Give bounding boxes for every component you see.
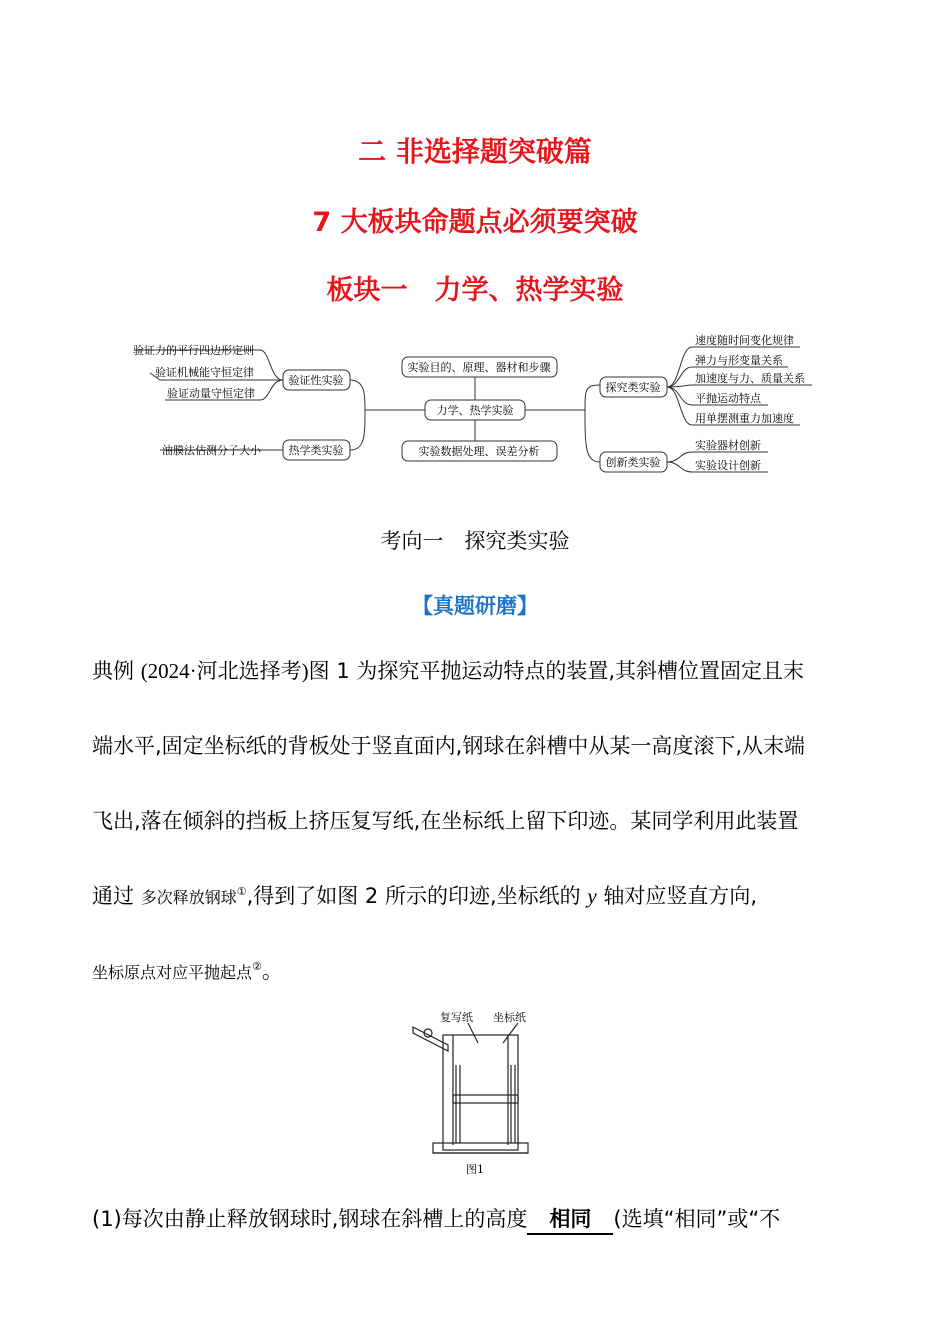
mindmap-leaf: 加速度与力、质量关系: [695, 372, 805, 385]
section-heading: 【真题研磨】: [412, 594, 538, 618]
mindmap-right-branch2: 创新类实验: [605, 456, 661, 469]
module-title: 板块一 力学、热学实验: [326, 275, 624, 306]
mindmap-leaf: 验证力的平行四边形定则: [133, 344, 254, 357]
paragraph-line: [92, 655, 862, 685]
figure-caption: 图1: [466, 1163, 484, 1176]
mindmap-leaf: 实验器材创新: [695, 439, 761, 452]
mindmap-top-box: 实验目的、原理、器材和步骤: [407, 361, 551, 374]
mindmap-bottom-box: 实验数据处理、误差分析: [418, 445, 540, 458]
mindmap-leaf: 速度随时间变化规律: [695, 334, 794, 347]
example-label: 典例: [92, 659, 141, 683]
part-title: 二 非选择题突破篇: [358, 135, 592, 168]
mindmap-left-branch2: 热学类实验: [288, 444, 344, 457]
answer-blank: 相同: [527, 1203, 613, 1235]
axis-variable: y: [587, 884, 597, 908]
paragraph-line: 端水平,固定坐标纸的背板处于竖直面内,钢球在斜槽中从某一高度滚下,从末端: [92, 734, 806, 758]
text-span: 图 1 为探究平抛运动特点的装置,其斜槽位置固定且末: [308, 659, 805, 683]
paragraph-line: [92, 955, 862, 985]
direction-heading: 考向一 探究类实验: [380, 529, 570, 553]
mindmap-leaf: 油膜法估测分子大小: [162, 444, 261, 457]
topic-title: 7 大板块命题点必须要突破: [312, 207, 638, 238]
mindmap-right-branch1: 探究类实验: [605, 381, 661, 394]
annotation-note: 坐标原点对应平抛起点: [92, 963, 253, 982]
text-span: ,得到了如图 2 所示的印迹,坐标纸的: [246, 884, 588, 908]
mindmap-leaf: 弹力与形变量关系: [695, 354, 783, 367]
mindmap-leaf: 用单摆测重力加速度: [695, 412, 794, 425]
figure-label: 复写纸: [440, 1011, 473, 1024]
footnote-marker: ②: [252, 960, 262, 973]
apparatus-figure: [408, 1005, 553, 1180]
mindmap-center: 力学、热学实验: [436, 404, 514, 417]
source-label: (2024·河北选择考): [140, 659, 309, 683]
question-line: [92, 1203, 780, 1235]
mindmap-leaf: 平抛运动特点: [695, 392, 761, 405]
text-span: 。: [261, 959, 283, 983]
paragraph-line: [92, 880, 862, 910]
paragraph-line: 飞出,落在倾斜的挡板上挤压复写纸,在坐标纸上留下印迹。某同学利用此装置: [92, 809, 799, 833]
text-span: 通过: [92, 884, 141, 908]
mindmap-diagram: [120, 325, 840, 485]
mindmap-leaf: 验证机械能守恒定律: [155, 366, 254, 379]
mindmap-leaf: 验证动量守恒定律: [167, 387, 255, 400]
annotation-note: 多次释放钢球: [140, 888, 237, 907]
mindmap-leaf: 实验设计创新: [695, 459, 761, 472]
text-span: 轴对应竖直方向,: [596, 884, 758, 908]
text-span: (选填“相同”或“不: [613, 1207, 781, 1231]
text-span: (1)每次由静止释放钢球时,钢球在斜槽上的高度: [92, 1207, 528, 1231]
figure-label: 坐标纸: [493, 1011, 526, 1024]
footnote-marker: ①: [236, 885, 247, 898]
mindmap-left-branch1: 验证性实验: [288, 374, 344, 387]
